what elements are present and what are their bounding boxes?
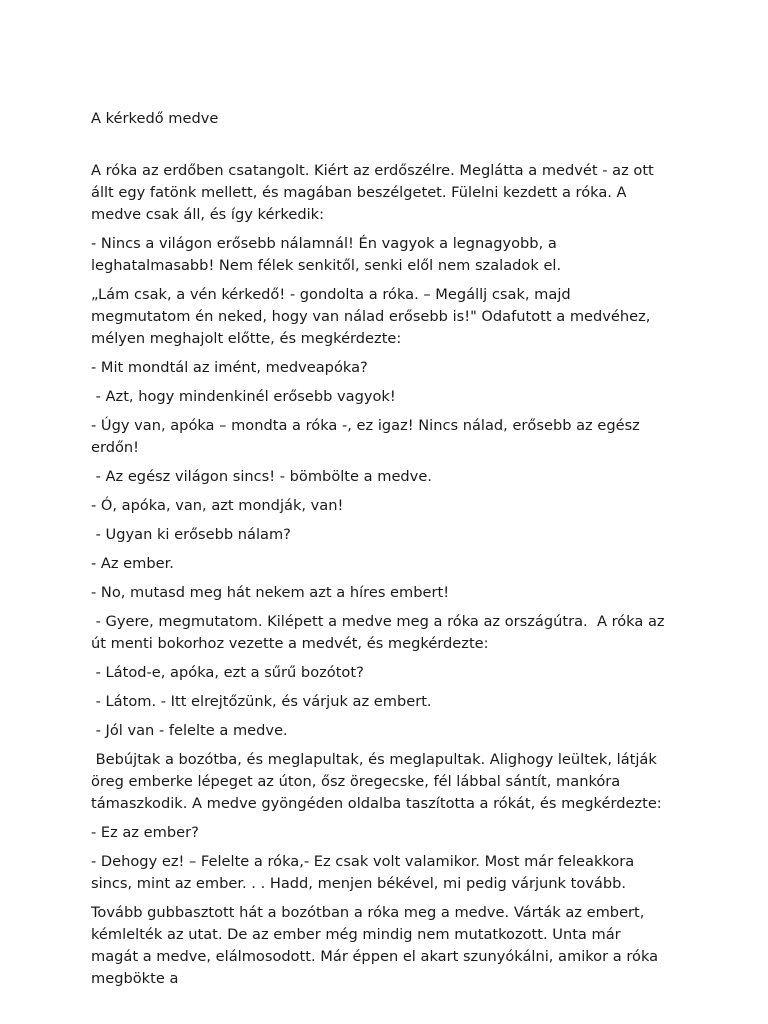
paragraph: - Dehogy ez! – Felelte a róka,- Ez csak volt valamikor. Most már feleakkora sincs, mint az ember. . . Hadd, menjen békével, mi pedig várjunk tovább. [91, 853, 639, 892]
document-title: A kérkedő medve [91, 110, 219, 127]
paragraph: - Azt, hogy mindenkinél erősebb vagyok! [91, 388, 396, 405]
paragraph: - No, mutasd meg hát nekem azt a híres embert! [91, 584, 450, 601]
paragraph: - Mit mondtál az imént, medveapóka? [91, 359, 368, 376]
paragraph: - Az ember. [91, 555, 174, 572]
paragraph: - Nincs a világon erősebb nálamnál! Én vagyok a legnagyobb, a leghatalmasabb! Nem félek senkitől, senki elől nem szaladok el. [91, 235, 562, 274]
paragraph: - Jól van - felelte a medve. [91, 722, 288, 739]
document-page [91, 108, 671, 997]
paragraph: A róka az erdőben csatangolt. Kiért az erdőszélre. Meglátta a medvét - az ott állt egy fatönk mellett, és magában beszélgetet. Fülelni kezdett a róka. A medve csak áll, és így kérkedik: [91, 162, 659, 223]
paragraph: - Ó, apóka, van, azt mondják, van! [91, 497, 344, 514]
paragraph: - Ez az ember? [91, 824, 199, 841]
paragraph: - Az egész világon sincs! - bömbölte a medve. [91, 468, 432, 485]
paragraph: Bebújtak a bozótba, és meglapultak, és meglapultak. Alighogy leültek, látják öreg emberke lépeget az úton, ősz öregecske, fél lábbal sántít, mankóra támaszkodik. A medve gyöngéden oldalba taszította a rókát, és megkérdezte: [91, 751, 662, 812]
paragraph: - Ugyan ki erősebb nálam? [91, 526, 291, 543]
paragraph: - Látod-e, apóka, ezt a sűrű bozótot? [91, 664, 364, 681]
document-body [91, 160, 671, 990]
paragraph: - Látom. - Itt elrejtőzünk, és várjuk az embert. [91, 693, 432, 710]
paragraph: Tovább gubbasztott hát a bozótban a róka meg a medve. Várták az embert, kémlelték az utat. De az ember még mindig nem mutatkozott. Unta már magát a medve, elálmosodott. Már éppen el akart szunyókálni, amikor a róka megbökte a [91, 904, 663, 987]
paragraph: - Gyere, megmutatom. Kilépett a medve meg a róka az országútra. A róka az út menti bokorhoz vezette a medvét, és megkérdezte: [91, 613, 670, 652]
paragraph: - Úgy van, apóka – mondta a róka -, ez igaz! Nincs nálad, erősebb az egész erdőn! [91, 417, 645, 456]
paragraph: „Lám csak, a vén kérkedő! - gondolta a róka. – Megállj csak, majd megmutatom én neked, hogy van nálad erősebb is!" Odafutott a medvéhez, mélyen meghajolt előtte, és megkérdezte: [91, 286, 656, 347]
